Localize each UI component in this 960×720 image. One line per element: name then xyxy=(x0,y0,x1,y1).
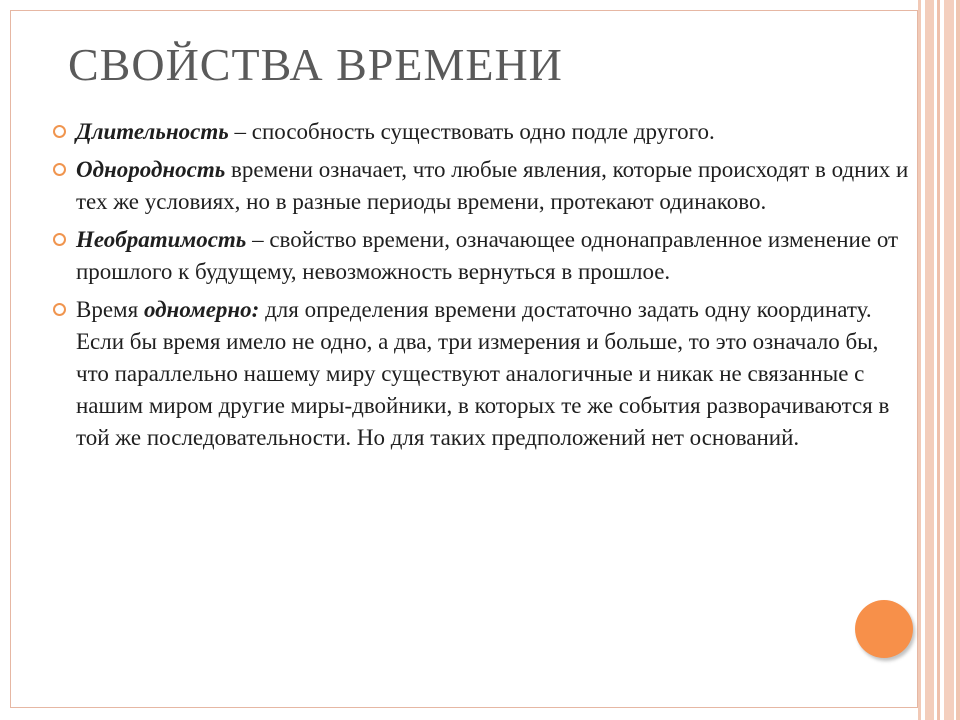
bullet-term: Необратимость xyxy=(76,227,247,252)
bullet-circle-icon xyxy=(53,233,66,246)
bullet-circle-icon xyxy=(53,125,66,138)
bullet-text: для определения времени достаточно задать одну координату. Если бы время имело не одно, а два, три измерения и больше, то это означало бы, что параллельно нашему миру существуют аналогичные и никак не связанные с нашим миром другие миры-двойники, в которых те же события разворачиваются в той же последовательности. Но для таких предположений нет оснований. xyxy=(76,297,890,450)
bullet-circle-icon xyxy=(53,303,66,316)
bullet-text: времени означает, что любые явления, которые происходят в одних и тех же условиях, но в разные периоды времени, протекают одинаково. xyxy=(76,157,909,214)
decorative-stripes xyxy=(918,0,960,720)
stripe xyxy=(944,0,954,720)
stripe xyxy=(956,0,960,720)
stripe xyxy=(918,0,921,720)
bullet-text: – способность существовать одно подле другого. xyxy=(228,119,715,144)
orange-circle-decoration xyxy=(855,600,913,658)
bullet-term: одномерно: xyxy=(143,297,260,322)
bullet-circle-icon xyxy=(53,163,66,176)
bullet-prefix: Время xyxy=(76,297,144,322)
bullet-term: Однородность xyxy=(76,157,226,182)
slide-title: СВОЙСТВА ВРЕМЕНИ xyxy=(68,39,563,90)
stripe xyxy=(937,0,940,720)
bullet-term: Длительность xyxy=(76,119,229,144)
stripe xyxy=(925,0,934,720)
bullet-list xyxy=(50,116,910,460)
bullet-irreversibility xyxy=(50,224,910,288)
bullet-homogeneity xyxy=(50,154,910,218)
bullet-one-dimensional xyxy=(50,294,910,454)
bullet-duration xyxy=(50,116,910,148)
bullet-text: – свойство времени, означающее однонаправленное изменение от прошлого к будущему, невозможность вернуться в прошлое. xyxy=(76,227,899,284)
